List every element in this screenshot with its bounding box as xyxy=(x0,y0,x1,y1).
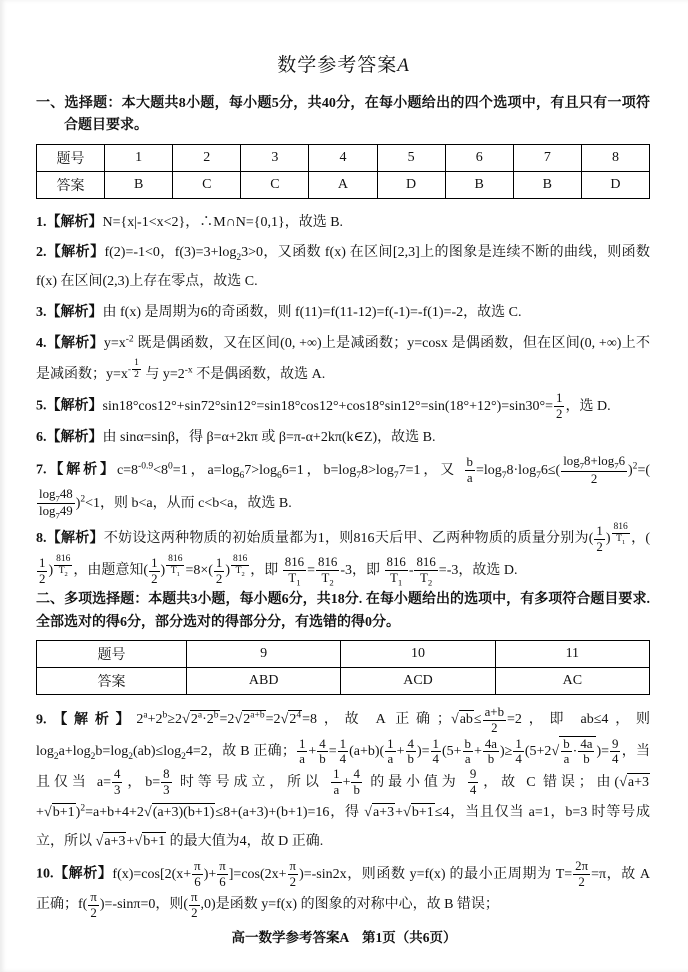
answer-cell: D xyxy=(581,171,649,198)
title-suffix: A xyxy=(397,55,409,76)
item-label: 3.【解析】 xyxy=(36,304,103,320)
answer-cell: D xyxy=(377,171,445,198)
footer-text: 高一数学参考答案A 第1页（共6页） xyxy=(231,930,457,945)
item-body: 不妨设这两种物质的初始质量都为1，则816天后甲、乙两种物质的质量分别为( $\frac{1}{2}$ ) $^{\frac{816}{T_1}}$ ，( $\frac{1}{2}$ ) $^{\frac{816}{T_2}}$ ，由题意知( $\frac{1}{2}$ ) $^{\frac{816}{T_1}}$ =8×( $\frac{1}{2}$ ) $^{\frac{816}{T_2}}$ ，即 $\frac{816}{T_1}$ = $\frac{816}{T_2}$ -3，即 $\frac{816}{T_1}$ - $\frac{816}{T_2}$ =-3，故选 D. xyxy=(39,522,650,588)
table-header-cell: 答案 xyxy=(37,171,105,198)
question-number-row xyxy=(37,144,650,171)
question-number-cell: 10 xyxy=(341,640,495,667)
solution-2 xyxy=(36,239,650,296)
table-header-cell: 答案 xyxy=(37,667,187,694)
item-body: $c=8^{-0.9}<8^0=1$，$a=\log_67>\log_66=1$，$b=\log_78>\log_77=1$，又 $\frac{b}{a}$ $=\log_78\cdot\log_76\le$( $\frac{\log_78+\log_76}{2}$ )$^2$=( $\frac{\log_748}{\log_749}$ )$^2$<1，则 b<a，从而 c<b<a，故选 B. xyxy=(39,454,650,521)
item-body: $2^a+2^b\ge 2√2^a\cdot 2^b=2√2^{a+b}=2√2^4=8$，故 A 正确；√ab≤ $\frac{a+b}{2}$ =2，即 ab≤4，则 $\log_2a+\log_2b=\log_2(ab)\le\log_24=2$，故 B 正确； $\frac{1}{a}$ + $\frac{4}{b}$ = $\frac{1}{4}$ (a+b)( $\frac{1}{a}$ + $\frac{4}{b}$ )= $\frac{1}{4}$ (5+ $\frac{b}{a}$ + $\frac{4a}{b}$ )≥ $\frac{1}{4}$ (5+2√ $\frac{b}{a}$ · $\frac{4a}{b}$ )= $\frac{9}{4}$ ，当且仅当 a= $\frac{4}{3}$ ，b= $\frac{8}{3}$ 时等号成立，所以 $\frac{1}{a}$ + $\frac{4}{b}$ 的最小值为 $\frac{9}{4}$ ，故 C 错误；由$(√a+3+√b+1)^2=a+b+4+2√(a+3)(b+1)\le 8+(a+3)+(b+1)=16$，得 √a+3+√b+1≤4，当且仅当 a=1，b=3 时等号成立，所以 √a+3+√b+1 的最大值为4，故 D 正确. xyxy=(36,704,651,850)
solution-4 xyxy=(36,330,650,390)
item-body: 由 sinα=sinβ，得 β=α+2kπ 或 β=π-α+2kπ(k∈Z)，故选 B. xyxy=(102,429,436,445)
question-number-cell: 11 xyxy=(495,640,649,667)
question-number-cell: 8 xyxy=(581,144,649,171)
answer-row xyxy=(37,667,650,694)
item-label: 8.【解析】 xyxy=(36,531,104,547)
answer-cell: B xyxy=(445,171,513,198)
answer-cell: ACD xyxy=(341,667,495,694)
page-title xyxy=(36,50,650,77)
item-label: 1.【解析】 xyxy=(36,214,103,230)
section2-answer-table xyxy=(36,640,650,695)
title-text: 数学参考答案 xyxy=(277,55,398,76)
answer-cell: C xyxy=(241,171,309,198)
item-label: 7.【解析】 xyxy=(36,462,117,478)
item-body: sin18°cos12°+sin72°sin12°=sin18°cos12°+cos18°sin12°=sin(18°+12°)=sin30°= $\frac{1}{2}$ ，选 D. xyxy=(102,391,611,421)
table-header-cell: 题号 xyxy=(37,640,187,667)
item-label: 9.【解析】 xyxy=(36,712,137,728)
question-number-cell: 9 xyxy=(187,640,341,667)
answer-cell: ABD xyxy=(187,667,341,694)
question-number-cell: 7 xyxy=(513,144,581,171)
item-label: 5.【解析】 xyxy=(36,398,103,414)
question-number-cell: 4 xyxy=(309,144,377,171)
section2-intro: 二、多项选择题：本题共3小题，每小题6分，共18分. 在每小题给出的选项中，有多项符合题目要求. 全部选对的得6分，部分选对的得部分分，有选错的得0分。 xyxy=(36,592,650,630)
question-number-cell: 6 xyxy=(445,144,513,171)
solution-5 xyxy=(36,391,650,422)
question-number-cell: 5 xyxy=(377,144,445,171)
question-number-row xyxy=(37,640,650,667)
item-body: 由 f(x) 是周期为6的奇函数，则 f(11)=f(11-12)=f(-1)=-f(1)=-2，故选 C. xyxy=(102,304,522,320)
solution-1 xyxy=(36,209,650,238)
answer-cell: C xyxy=(173,171,241,198)
section1-answer-table xyxy=(36,144,650,199)
question-number-cell: 3 xyxy=(241,144,309,171)
answer-cell: B xyxy=(105,171,173,198)
answer-cell: A xyxy=(309,171,377,198)
solution-8 xyxy=(36,522,650,587)
section1-intro: 一、选择题：本大题共8小题，每小题5分，共40分，在每小题给出的四个选项中，有且只有一项符合题目要求。 xyxy=(36,96,650,134)
item-body: f(2)=-1<0，$f(3)=3+\log_23>0$，又函数 f(x) 在区间[2,3]上的图象是连续不断的曲线，则函数 f(x) 在区间(2,3)上存在零点，故选 C. xyxy=(36,245,650,290)
question-number-cell: 2 xyxy=(173,144,241,171)
answer-row xyxy=(37,171,650,198)
page-footer xyxy=(0,926,688,946)
answer-cell: AC xyxy=(495,667,649,694)
question-number-cell: 1 xyxy=(105,144,173,171)
answer-cell: B xyxy=(513,171,581,198)
item-label: 10.【解析】 xyxy=(36,866,113,882)
solution-6 xyxy=(36,424,650,453)
solution-3 xyxy=(36,299,650,328)
solution-7 xyxy=(36,454,650,520)
solution-9 xyxy=(36,705,650,857)
item-body: $y=x^{-2}$ 既是偶函数，又在区间(0, +∞)上是减函数；y=cosx 是偶函数，但在区间(0, +∞)上不是减函数；$y=x^{- \frac{1}{2}}$ 与 $y=2^{-x}$ 不是偶函数，故选 A. xyxy=(36,333,651,382)
table-header-cell: 题号 xyxy=(37,144,105,171)
item-label: 6.【解析】 xyxy=(36,429,103,445)
item-label: 2.【解析】 xyxy=(36,245,105,261)
item-body: N={x|-1<x<2}，∴M∩N={0,1}，故选 B. xyxy=(102,214,344,230)
item-label: 4.【解析】 xyxy=(36,335,104,351)
solution-10 xyxy=(36,859,650,920)
item-body: f(x)=cos[2(x+ $\frac{\pi}{6}$ )+ $\frac{\pi}{6}$ ]=cos(2x+ $\frac{\pi}{2}$ )=-sin2x，则函数 y=f(x) 的最小正周期为 T= $\frac{2\pi}{2}$ =π，故 A 正确；f( $\frac{\pi}{2}$ )=-sinπ=0，则( $\frac{\pi}{2}$ ,0)是函数 y=f(x) 的图象的对称中心，故 B 错误； xyxy=(36,859,651,920)
